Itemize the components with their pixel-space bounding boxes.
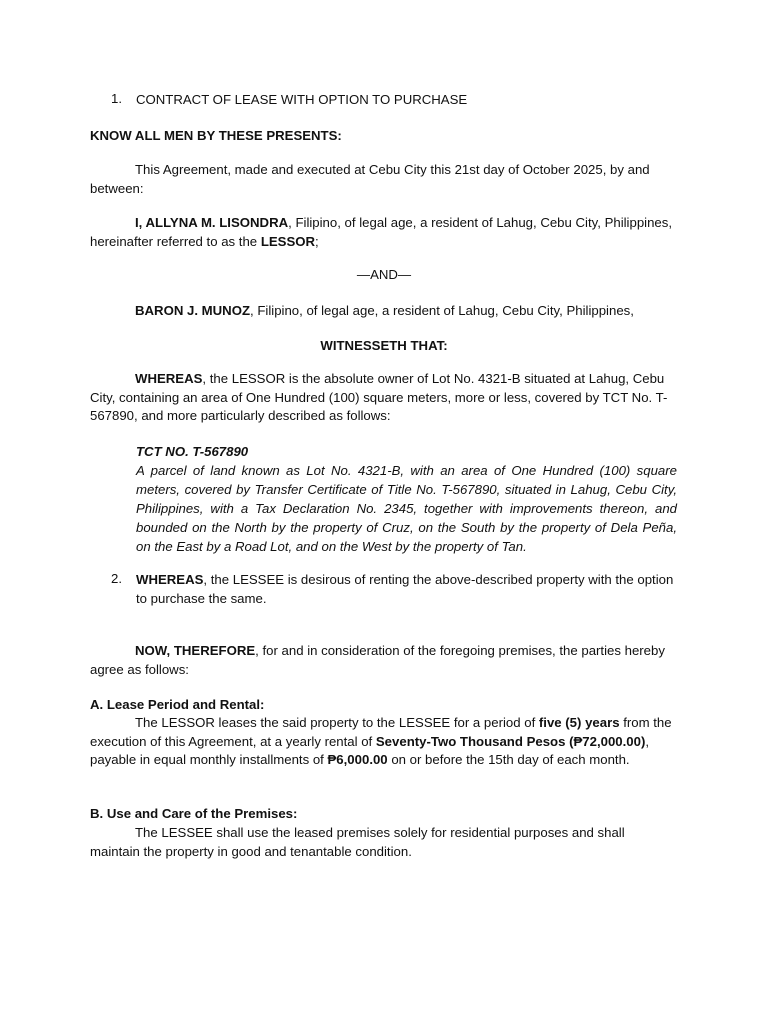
tct-heading-text: TCT NO. T-567890 [136,444,249,459]
lessor-paragraph [90,214,676,251]
and-separator: —AND— [356,267,412,282]
lease-term: five (5) years [538,715,620,730]
section-a-text-4: on or before the 15th day of each month. [387,752,630,767]
tct-heading [136,442,677,461]
whereas-1-label: WHEREAS [135,371,203,386]
lessor-name: I, ALLYNA M. LISONDRA [135,215,289,230]
section-b-paragraph: The LESSEE shall use the leased premises solely for residential purposes and shall maintain the property in good and tenantable condition. [90,825,625,859]
whereas-1-text: , the LESSOR is the absolute owner of Lot No. 4321-B situated at Lahug, Cebu City, containing an area of One Hundred (100) square meters, more or less, covered by TCT No. T-567890, and more particularly described as follows: [90,371,668,423]
whereas-paragraph-2 [136,571,676,608]
whereas-2-text: , the LESSEE is desirous of renting the above-described property with the option to purchase the same. [136,572,674,606]
whereas-paragraph-1 [90,370,676,426]
section-a-heading-text: A. Lease Period and Rental: [90,697,265,712]
witnesseth-text: WITNESSETH THAT: [320,338,448,353]
witnesseth-heading [0,337,768,356]
tct-description: A parcel of land known as Lot No. 4321-B, with an area of One Hundred (100) square meters, covered by Transfer Certificate of Title No. T-567890, situated in Lahug, Cebu City, Philippines, with a Tax Declaration No. 2345, together with improvements thereon, and bounded on the North by the property of Cruz, on the South by the property of Dela Peña, on the East by a Road Lot, and on the West by the property of Tan. [136,463,677,554]
section-a-text-1: The LESSOR leases the said property to the LESSEE for a period of [135,715,539,730]
title-number: 1. [111,91,122,106]
lessor-text: , Filipino, of legal age, a resident of Lahug, Cebu City, Philippines, hereinafter referred to as the [90,215,673,249]
lessee-name: BARON J. MUNOZ [135,303,251,318]
section-b-heading [90,805,676,824]
yearly-rental: Seventy-Two Thousand Pesos (₱72,000.00) [375,733,646,749]
now-therefore-paragraph [90,642,676,679]
lessee-paragraph [90,302,676,321]
now-therefore-label: NOW, THEREFORE [135,643,256,658]
lessor-role: LESSOR [260,233,316,249]
whereas-2-label: WHEREAS [136,572,204,587]
section-a-text-3: , payable in equal monthly installments of [90,733,650,767]
lessor-end: ; [315,233,319,249]
monthly-installment: ₱6,000.00 [327,752,388,767]
section-a-heading [90,696,676,715]
now-therefore-text: , for and in consideration of the foregoing premises, the parties hereby agree as follows: [90,643,665,677]
agreement-paragraph: This Agreement, made and executed at Cebu City this 21st day of October 2025, by and between: [90,162,650,196]
section-b-heading-text: B. Use and Care of the Premises: [90,806,298,821]
section-a-paragraph [90,714,676,770]
know-all-heading [90,127,676,146]
lessee-text: , Filipino, of legal age, a resident of Lahug, Cebu City, Philippines, [250,303,634,318]
know-all-text: KNOW ALL MEN BY THESE PRESENTS: [90,128,342,143]
contract-title: CONTRACT OF LEASE WITH OPTION TO PURCHASE [136,92,468,107]
section-a-text-2: from the execution of this Agreement, at a yearly rental of [90,715,672,749]
whereas-2-number: 2. [111,571,122,586]
